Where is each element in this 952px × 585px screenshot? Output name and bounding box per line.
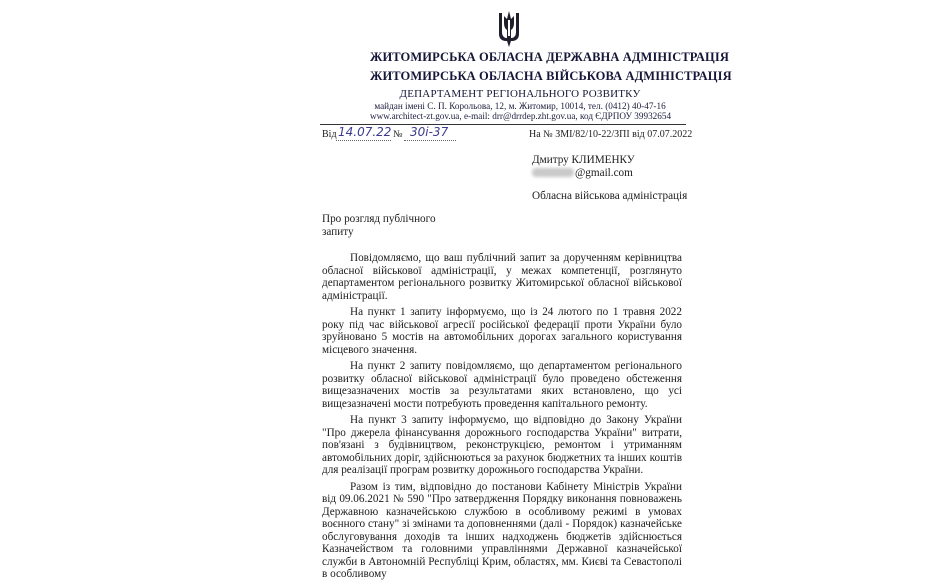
outgoing-date-label: Від	[322, 129, 337, 140]
number-dotted-line	[404, 140, 456, 141]
outgoing-date-value: 14.07.22	[338, 125, 392, 139]
date-dotted-line	[336, 140, 391, 141]
trident-emblem-icon	[497, 10, 521, 48]
body-paragraph: Повідомляємо, що ваш публічний запит за дорученням керівництва обласної військової адміністрації, у межах компетенції, розглянуто департаментом регіонального розвитку Житомирської обласної військової адміністрації.	[322, 252, 682, 302]
subject-line-1: Про розгляд публічного	[322, 213, 436, 225]
body-paragraph: Разом із тим, відповідно до постанови Кабінету Міністрів України від 09.06.2021 № 590 "Про затвердження Порядку виконання повноважень Державною казначейською службою в особливому режимі в умовах воєнного стану" зі змінами та доповненнями (далі - Порядок) казначейське обслуговування доходів та інших надходжень бюджетів здійснюється Казначейством та головними управліннями Державної казначейської служби в Автономній Республіці Крим, областях, мм. Києві та Севастополі в особливому	[322, 480, 682, 580]
header-address: майдан імені С. П. Корольова, 12, м. Житомир, 10014, тел. (0412) 40-47-16	[374, 101, 666, 111]
recipient-email: @gmail.com	[575, 167, 633, 179]
subject-line-2: запиту	[322, 226, 354, 238]
header-title-state: ЖИТОМИРСЬКА ОБЛАСНА ДЕРЖАВНА АДМІНІСТРАЦІЯ	[370, 50, 729, 64]
body-paragraph: На пункт 2 запиту повідомляємо, що департаментом регіонального розвитку обласної військової адміністрації було проведено обстеження вищезазначених мостів за результатами яких встановлено, що усі вищезазначені мости потребують проведення капітального ремонту.	[322, 360, 682, 410]
outgoing-number-value: 30і-37	[410, 125, 449, 139]
outgoing-number-label: №	[393, 129, 403, 140]
recipient-organization: Обласна військова адміністрація	[532, 190, 688, 202]
recipient-email-line	[532, 167, 633, 179]
header-contacts: www.architect-zt.gov.ua, e-mail: drr@drrdep.zht.gov.ua, код ЄДРПОУ 39932654	[370, 111, 672, 121]
incoming-reference: На № ЗМІ/82/10-22/ЗПІ від 07.07.2022	[529, 129, 693, 140]
header-department: ДЕПАРТАМЕНТ РЕГІОНАЛЬНОГО РОЗВИТКУ	[399, 88, 641, 100]
body-paragraph: На пункт 3 запиту інформуємо, що відповідно до Закону України "Про джерела фінансування дорожнього господарства України" витрати, пов'язані з будівництвом, реконструкцією, ремонтом і утриманням автомобільних доріг, здійснюються за рахунок бюджетних та інших коштів для реалізації програм розвитку дорожнього господарства України.	[322, 414, 682, 476]
header-title-military: ЖИТОМИРСЬКА ОБЛАСНА ВІЙСЬКОВА АДМІНІСТРАЦІЯ	[370, 69, 732, 83]
body-paragraph: На пункт 1 запиту інформуємо, що із 24 лютого по 1 травня 2022 року під час військової агресії російської федерації проти України було зруйновано 5 мостів на автомобільних дорогах загального користування місцевого значення.	[322, 306, 682, 356]
recipient-name: Дмитру КЛИМЕНКУ	[532, 154, 635, 166]
redacted-email-user	[532, 168, 574, 177]
